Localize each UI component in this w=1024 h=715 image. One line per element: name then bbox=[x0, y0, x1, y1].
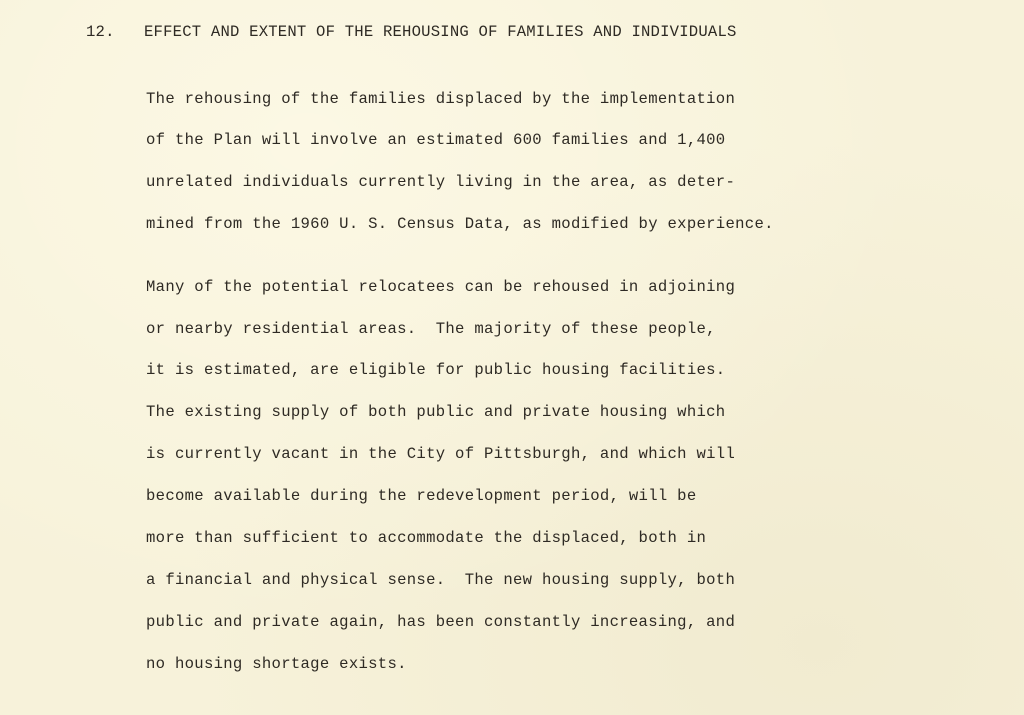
paragraph-line: it is estimated, are eligible for public housing facilities. bbox=[146, 361, 726, 379]
paragraph-line: mined from the 1960 U. S. Census Data, as modified by experience. bbox=[146, 215, 774, 233]
paragraph-line: The existing supply of both public and private housing which bbox=[146, 403, 726, 421]
paragraph-line: is currently vacant in the City of Pittsburgh, and which will bbox=[146, 445, 736, 463]
paragraph-line: The rehousing of the families displaced by the implementation bbox=[146, 90, 736, 108]
paragraph-line: a financial and physical sense. The new housing supply, both bbox=[146, 571, 736, 589]
paragraph-line: or nearby residential areas. The majority of these people, bbox=[146, 320, 716, 338]
paragraph-line: more than sufficient to accommodate the displaced, both in bbox=[146, 529, 707, 547]
paragraph-line: unrelated individuals currently living in the area, as deter- bbox=[146, 173, 736, 191]
paragraph-line: of the Plan will involve an estimated 600 families and 1,400 bbox=[146, 131, 726, 149]
paragraph-line: become available during the redevelopment period, will be bbox=[146, 487, 697, 505]
section-number: 12. bbox=[86, 23, 115, 41]
section-heading bbox=[86, 22, 737, 42]
paragraph-line: Many of the potential relocatees can be rehoused in adjoining bbox=[146, 278, 736, 296]
section-title: EFFECT AND EXTENT OF THE REHOUSING OF FAMILIES AND INDIVIDUALS bbox=[144, 23, 737, 41]
paragraph-line: public and private again, has been constantly increasing, and bbox=[146, 613, 736, 631]
paragraph-line: no housing shortage exists. bbox=[146, 655, 407, 673]
